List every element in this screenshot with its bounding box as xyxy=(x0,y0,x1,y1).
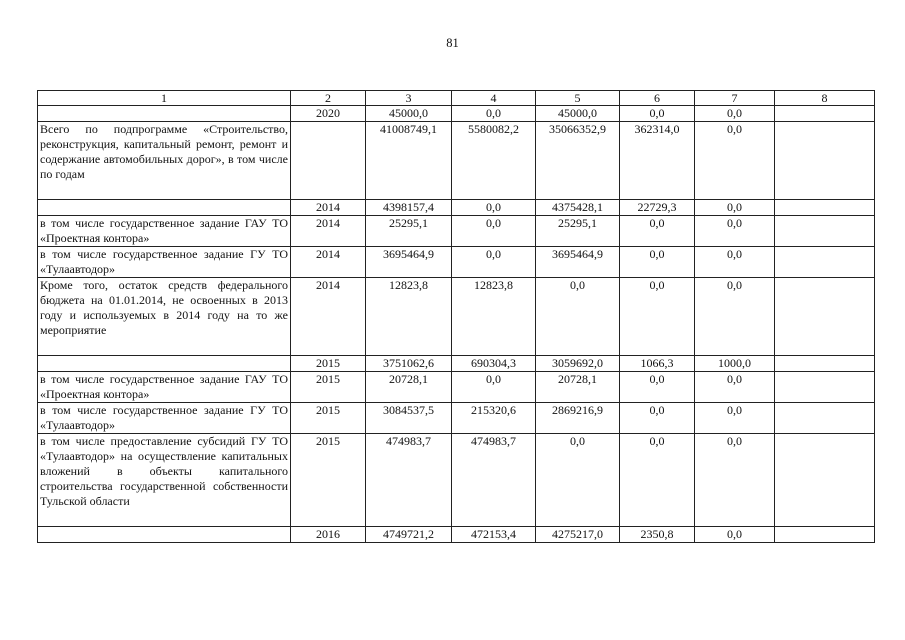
note-cell xyxy=(775,356,875,372)
row-description: Всего по подпрограмме «Строительство, реконструкция, капитальный ремонт, ремонт и содержание автомобильных дорог», в том числе по годам xyxy=(38,122,291,200)
table-row xyxy=(38,527,875,543)
value-cell: 0,0 xyxy=(695,216,775,247)
note-cell xyxy=(775,200,875,216)
value-cell: 0,0 xyxy=(536,434,620,527)
value-cell: 215320,6 xyxy=(452,403,536,434)
value-cell: 3695464,9 xyxy=(366,247,452,278)
table-row xyxy=(38,216,875,247)
value-cell: 20728,1 xyxy=(366,372,452,403)
note-cell xyxy=(775,216,875,247)
value-cell: 4275217,0 xyxy=(536,527,620,543)
value-cell: 3751062,6 xyxy=(366,356,452,372)
value-cell: 0,0 xyxy=(620,216,695,247)
value-cell: 474983,7 xyxy=(452,434,536,527)
value-cell: 35066352,9 xyxy=(536,122,620,200)
value-cell: 4398157,4 xyxy=(366,200,452,216)
header-cell: 3 xyxy=(366,91,452,106)
value-cell: 25295,1 xyxy=(366,216,452,247)
year-cell xyxy=(291,122,366,200)
value-cell: 0,0 xyxy=(695,403,775,434)
row-description: в том числе предоставление субсидий ГУ ТО «Тулаавтодор» на осуществление капитальных вложений в объекты капитального строительства государственной собственности Тульской области xyxy=(38,434,291,527)
table-row xyxy=(38,278,875,356)
row-description: в том числе государственное задание ГАУ ТО «Проектная контора» xyxy=(38,372,291,403)
table-row xyxy=(38,356,875,372)
value-cell: 5580082,2 xyxy=(452,122,536,200)
row-description xyxy=(38,200,291,216)
note-cell xyxy=(775,527,875,543)
value-cell: 472153,4 xyxy=(452,527,536,543)
value-cell: 2350,8 xyxy=(620,527,695,543)
value-cell: 1066,3 xyxy=(620,356,695,372)
row-description: Кроме того, остаток средств федерального бюджета на 01.01.2014, не освоенных в 2013 году и используемых в 2014 году на то же мероприятие xyxy=(38,278,291,356)
year-cell: 2015 xyxy=(291,403,366,434)
value-cell: 0,0 xyxy=(620,403,695,434)
value-cell: 0,0 xyxy=(695,122,775,200)
value-cell: 3084537,5 xyxy=(366,403,452,434)
value-cell: 0,0 xyxy=(695,372,775,403)
value-cell: 45000,0 xyxy=(536,106,620,122)
value-cell: 4749721,2 xyxy=(366,527,452,543)
header-cell: 8 xyxy=(775,91,875,106)
year-cell: 2014 xyxy=(291,278,366,356)
value-cell: 362314,0 xyxy=(620,122,695,200)
note-cell xyxy=(775,434,875,527)
year-cell: 2014 xyxy=(291,216,366,247)
year-cell: 2015 xyxy=(291,434,366,527)
value-cell: 0,0 xyxy=(452,216,536,247)
value-cell: 0,0 xyxy=(620,434,695,527)
value-cell: 0,0 xyxy=(695,434,775,527)
budget-table xyxy=(37,90,875,543)
table-row xyxy=(38,106,875,122)
year-cell: 2020 xyxy=(291,106,366,122)
value-cell: 0,0 xyxy=(620,278,695,356)
header-cell: 5 xyxy=(536,91,620,106)
header-cell: 2 xyxy=(291,91,366,106)
value-cell: 0,0 xyxy=(620,247,695,278)
value-cell: 2869216,9 xyxy=(536,403,620,434)
table-row xyxy=(38,122,875,200)
row-description: в том числе государственное задание ГУ ТО «Тулаавтодор» xyxy=(38,247,291,278)
value-cell: 474983,7 xyxy=(366,434,452,527)
year-cell: 2015 xyxy=(291,356,366,372)
value-cell: 0,0 xyxy=(452,372,536,403)
value-cell: 0,0 xyxy=(695,200,775,216)
value-cell: 0,0 xyxy=(695,106,775,122)
header-cell: 7 xyxy=(695,91,775,106)
table-row xyxy=(38,247,875,278)
value-cell: 690304,3 xyxy=(452,356,536,372)
value-cell: 0,0 xyxy=(452,106,536,122)
value-cell: 0,0 xyxy=(452,200,536,216)
header-cell: 6 xyxy=(620,91,695,106)
table-row xyxy=(38,403,875,434)
note-cell xyxy=(775,122,875,200)
value-cell: 3695464,9 xyxy=(536,247,620,278)
row-description: в том числе государственное задание ГАУ ТО «Проектная контора» xyxy=(38,216,291,247)
note-cell xyxy=(775,278,875,356)
value-cell: 3059692,0 xyxy=(536,356,620,372)
table-row xyxy=(38,372,875,403)
value-cell: 12823,8 xyxy=(366,278,452,356)
note-cell xyxy=(775,247,875,278)
table-row xyxy=(38,434,875,527)
row-description xyxy=(38,527,291,543)
page-number: 81 xyxy=(446,36,459,50)
header-row xyxy=(38,91,875,106)
row-description: в том числе государственное задание ГУ ТО «Тулаавтодор» xyxy=(38,403,291,434)
year-cell: 2016 xyxy=(291,527,366,543)
value-cell: 1000,0 xyxy=(695,356,775,372)
value-cell: 0,0 xyxy=(452,247,536,278)
value-cell: 0,0 xyxy=(695,527,775,543)
value-cell: 0,0 xyxy=(695,247,775,278)
value-cell: 41008749,1 xyxy=(366,122,452,200)
value-cell: 0,0 xyxy=(620,106,695,122)
table-row xyxy=(38,200,875,216)
value-cell: 0,0 xyxy=(620,372,695,403)
note-cell xyxy=(775,403,875,434)
value-cell: 4375428,1 xyxy=(536,200,620,216)
value-cell: 12823,8 xyxy=(452,278,536,356)
year-cell: 2014 xyxy=(291,247,366,278)
value-cell: 0,0 xyxy=(536,278,620,356)
value-cell: 0,0 xyxy=(695,278,775,356)
value-cell: 20728,1 xyxy=(536,372,620,403)
year-cell: 2014 xyxy=(291,200,366,216)
header-cell: 4 xyxy=(452,91,536,106)
row-description xyxy=(38,356,291,372)
year-cell: 2015 xyxy=(291,372,366,403)
note-cell xyxy=(775,372,875,403)
row-description xyxy=(38,106,291,122)
value-cell: 22729,3 xyxy=(620,200,695,216)
value-cell: 25295,1 xyxy=(536,216,620,247)
value-cell: 45000,0 xyxy=(366,106,452,122)
note-cell xyxy=(775,106,875,122)
header-cell: 1 xyxy=(38,91,291,106)
